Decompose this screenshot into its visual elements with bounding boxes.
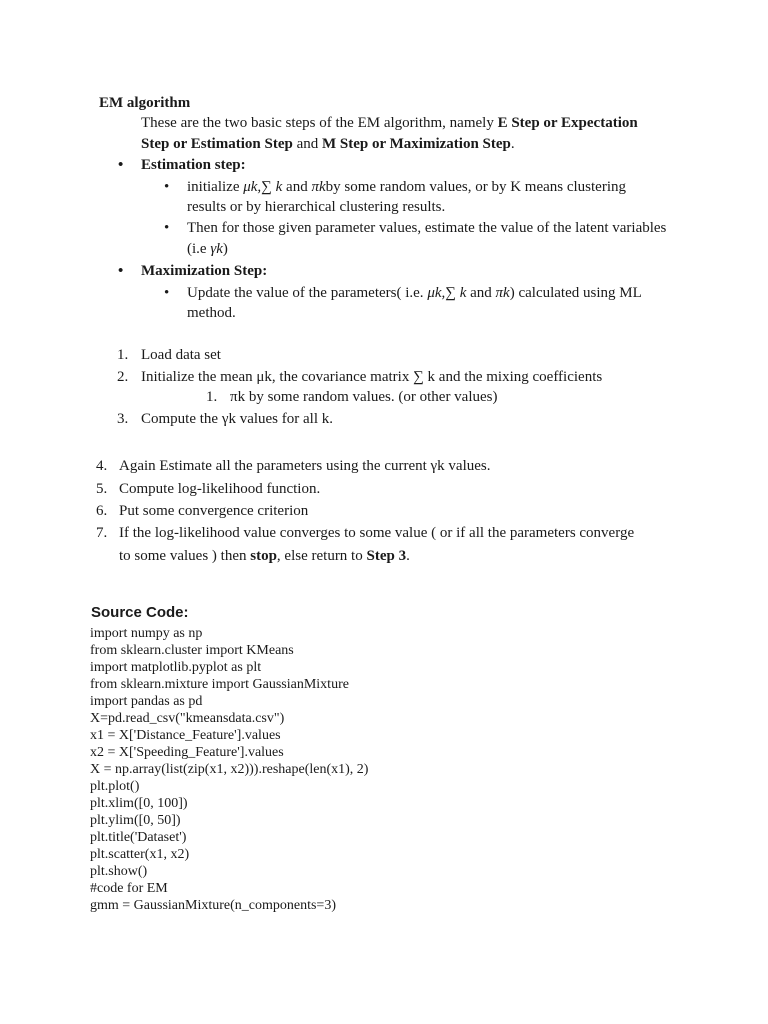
code-line: plt.ylim([0, 50]) bbox=[90, 813, 181, 828]
step7-text: to some values ) then bbox=[119, 548, 251, 564]
code-line: import matplotlib.pyplot as plt bbox=[90, 660, 262, 675]
step-number: 2. bbox=[117, 369, 129, 385]
step-text: Load data set bbox=[141, 347, 221, 363]
estimation-item-2-close: ) bbox=[222, 241, 228, 257]
maximization-item-text: Update the value of the parameters( i.e. bbox=[187, 285, 428, 301]
math-mu-sigma: μk,∑ k bbox=[243, 179, 283, 195]
source-code-title: Source Code: bbox=[91, 604, 189, 621]
code-line: import pandas as pd bbox=[90, 694, 203, 709]
code-line: plt.plot() bbox=[90, 779, 140, 794]
step7-else: , else return to bbox=[276, 548, 367, 564]
intro-bold-e-step: E Step or Expectation bbox=[497, 115, 638, 131]
code-line: from sklearn.cluster import KMeans bbox=[90, 643, 294, 658]
code-line: plt.title('Dataset') bbox=[90, 830, 187, 845]
step-text-cont bbox=[119, 546, 410, 566]
step-text: Compute the γk values for all k. bbox=[141, 411, 334, 427]
code-line: X=pd.read_csv("kmeansdata.csv") bbox=[90, 711, 285, 726]
maximization-step-title: • Maximization Step: bbox=[141, 261, 267, 281]
intro-and: and bbox=[292, 136, 322, 152]
sub-step-text: πk by some random values. (or other values) bbox=[230, 389, 498, 405]
step-number: 5. bbox=[96, 481, 108, 497]
step7-stop: stop bbox=[250, 548, 277, 564]
code-line: plt.show() bbox=[90, 864, 148, 879]
step-text: Initialize the mean μk, the covariance matrix ∑ k and the mixing coefficients bbox=[141, 369, 603, 385]
code-block bbox=[90, 625, 368, 914]
intro-line-2 bbox=[141, 134, 515, 154]
step-number: 4. bbox=[96, 458, 108, 474]
estimation-item-2: • Then for those given parameter values, estimate the value of the latent variables bbox=[187, 218, 666, 238]
maximization-item-cont: method. bbox=[187, 305, 236, 321]
estimation-item-2-cont bbox=[187, 239, 228, 259]
step7-period: . bbox=[406, 548, 410, 564]
step-number: 1. bbox=[117, 347, 129, 363]
math-gamma: γk bbox=[210, 241, 223, 257]
step-text: Put some convergence criterion bbox=[119, 503, 309, 519]
intro-text: These are the two basic steps of the EM algorithm, namely bbox=[141, 115, 498, 131]
math-pi-2: πk bbox=[495, 285, 510, 301]
code-line: plt.xlim([0, 100]) bbox=[90, 796, 188, 811]
estimation-item-1-rest: by some random values, or by K means clustering bbox=[325, 179, 626, 195]
math-mu-sigma-2: μk,∑ k bbox=[427, 285, 467, 301]
code-line: plt.scatter(x1, x2) bbox=[90, 847, 190, 862]
estimation-step-title: • Estimation step: bbox=[141, 155, 246, 175]
estimation-item-1-and: and bbox=[282, 179, 312, 195]
code-line: x1 = X['Distance_Feature'].values bbox=[90, 728, 281, 743]
step-number: 3. bbox=[117, 411, 129, 427]
estimation-item-1-text: initialize bbox=[187, 179, 244, 195]
maximization-item-and: and bbox=[466, 285, 496, 301]
math-pi: πk bbox=[311, 179, 326, 195]
page-heading: EM algorithm bbox=[99, 95, 191, 111]
code-line: X = np.array(list(zip(x1, x2))).reshape(len(x1), 2) bbox=[90, 762, 369, 777]
step-text: Compute log-likelihood function. bbox=[119, 481, 321, 497]
maximization-item bbox=[187, 283, 642, 303]
estimation-item-2-ie: (i.e bbox=[187, 241, 211, 257]
step-text: If the log-likelihood value converges to some value ( or if all the parameters converge bbox=[119, 525, 635, 541]
intro-bold-estimation-step: Step or Estimation Step bbox=[141, 136, 293, 152]
estimation-item-1-cont: results or by hierarchical clustering results. bbox=[187, 199, 446, 215]
code-line: from sklearn.mixture import GaussianMixture bbox=[90, 677, 349, 692]
step-number: 6. bbox=[96, 503, 108, 519]
intro-bold-m-step: M Step or Maximization Step bbox=[322, 136, 511, 152]
estimation-item-1 bbox=[187, 177, 626, 197]
step7-step3: Step 3 bbox=[366, 548, 407, 564]
intro-line-1 bbox=[141, 113, 638, 133]
code-line: gmm = GaussianMixture(n_components=3) bbox=[90, 898, 336, 913]
step-number: 7. bbox=[96, 525, 108, 541]
code-line: x2 = X['Speeding_Feature'].values bbox=[90, 745, 284, 760]
intro-period: . bbox=[510, 136, 515, 152]
code-line: #code for EM bbox=[90, 881, 168, 896]
sub-step-number: 1. bbox=[206, 389, 218, 405]
maximization-item-rest: ) calculated using ML bbox=[509, 285, 642, 301]
code-line: import numpy as np bbox=[90, 626, 203, 641]
step-text: Again Estimate all the parameters using the current γk values. bbox=[119, 458, 491, 474]
